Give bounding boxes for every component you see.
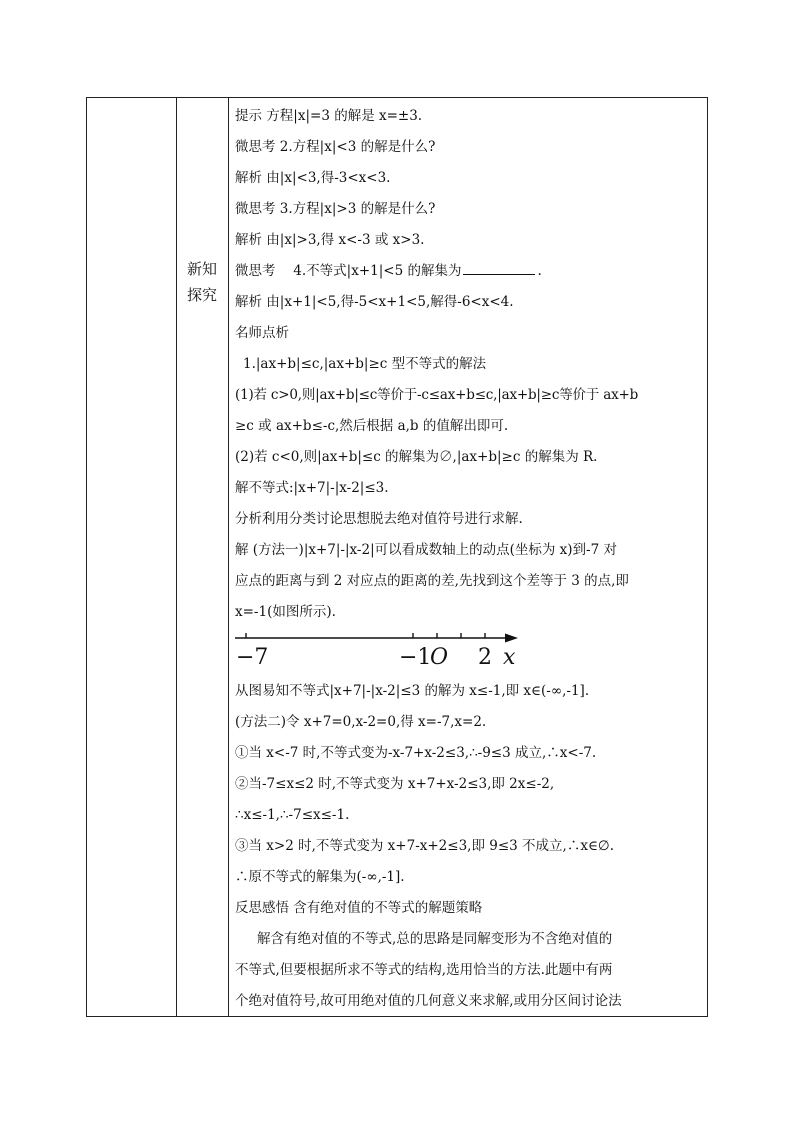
- column-divider: [228, 98, 229, 1016]
- fill-in-blank: [463, 260, 535, 275]
- subheading: 名师点析: [235, 325, 289, 341]
- conclusion-line: ∴原不等式的解集为(-∞,-1].: [235, 869, 405, 885]
- rule-line: (2)若 c<0,则|ax+b|≤c 的解集为∅,|ax+b|≥c 的解集为 R.: [235, 449, 598, 465]
- section-label-line: 新知: [186, 260, 217, 278]
- tick-label: −7: [236, 645, 269, 670]
- solution-line: 从图易知不等式|x+7|-|x-2|≤3 的解为 x≤-1,即 x∈(-∞,-1].: [235, 683, 590, 699]
- tick-label: −1: [399, 645, 432, 670]
- solution-line: (方法二)令 x+7=0,x-2=0,得 x=-7,x=2.: [235, 714, 487, 730]
- case-line: ③当 x>2 时,不等式变为 x+7-x+2≤3,即 9≤3 不成立,∴x∈∅.: [235, 838, 614, 854]
- section-label-line: 探究: [186, 286, 217, 304]
- case-line: ∴x≤-1,∴-7≤x≤-1.: [235, 807, 350, 823]
- question-line: 微思考 3.方程|x|>3 的解是什么?: [235, 201, 436, 217]
- hint-line: 提示 方程|x|=3 的解是 x=±3.: [235, 108, 423, 124]
- question-text: 微思考 4.不等式|x+1|<5 的解集为: [235, 263, 462, 279]
- solution-line: 解 (方法一)|x+7|-|x-2|可以看成数轴上的动点(坐标为 x)到-7 对: [235, 542, 618, 558]
- axis-variable-label: x: [503, 645, 516, 670]
- content-column: [235, 101, 705, 1017]
- section-label: [179, 256, 225, 308]
- question-line: 微思考 2.方程|x|<3 的解是什么?: [235, 139, 436, 155]
- origin-label: O: [430, 645, 449, 670]
- column-divider: [176, 98, 177, 1016]
- rule-line: (1)若 c>0,则|ax+b|≤c等价于-c≤ax+b≤c,|ax+b|≥c等价于 ax+b: [235, 387, 639, 403]
- lesson-table: [86, 97, 708, 1017]
- answer-line: 解析 由|x|<3,得-3<x<3.: [235, 170, 391, 186]
- question-line-with-blank: [235, 256, 705, 287]
- number-line-figure: [235, 628, 705, 676]
- answer-line: 解析 由|x|>3,得 x<-3 或 x>3.: [235, 232, 425, 248]
- rule-line: ≥c 或 ax+b≤-c,然后根据 a,b 的值解出即可.: [235, 418, 509, 434]
- reflection-text: 不等式,但要根据所求不等式的结构,选用恰当的方法.此题中有两: [235, 962, 613, 978]
- example-line: 解不等式:|x+7|-|x-2|≤3.: [235, 480, 389, 496]
- solution-line: x=-1(如图所示).: [235, 604, 336, 620]
- case-line: ①当 x<-7 时,不等式变为-x-7+x-2≤3,∴-9≤3 成立,∴x<-7.: [235, 745, 597, 761]
- answer-line: 解析 由|x+1|<5,得-5<x+1<5,解得-6<x<4.: [235, 294, 514, 310]
- solution-line: 应点的距离与到 2 对应点的距离的差,先找到这个差等于 3 的点,即: [235, 573, 629, 589]
- method-heading: 1.|ax+b|≤c,|ax+b|≥c 型不等式的解法: [243, 356, 487, 372]
- arrow-head-icon: [505, 634, 518, 643]
- reflection-text: 解含有绝对值的不等式,总的思路是同解变形为不含绝对值的: [257, 931, 613, 947]
- reflection-heading: 反思感悟 含有绝对值的不等式的解题策略: [235, 900, 483, 916]
- analysis-line: 分析利用分类讨论思想脱去绝对值符号进行求解.: [235, 511, 523, 527]
- tick-label: 2: [478, 645, 492, 670]
- blank-tail: .: [537, 263, 542, 279]
- case-line: ②当-7≤x≤2 时,不等式变为 x+7+x-2≤3,即 2x≤-2,: [235, 776, 555, 792]
- reflection-text: 个绝对值符号,故可用绝对值的几何意义来求解,或用分区间讨论法: [235, 993, 622, 1009]
